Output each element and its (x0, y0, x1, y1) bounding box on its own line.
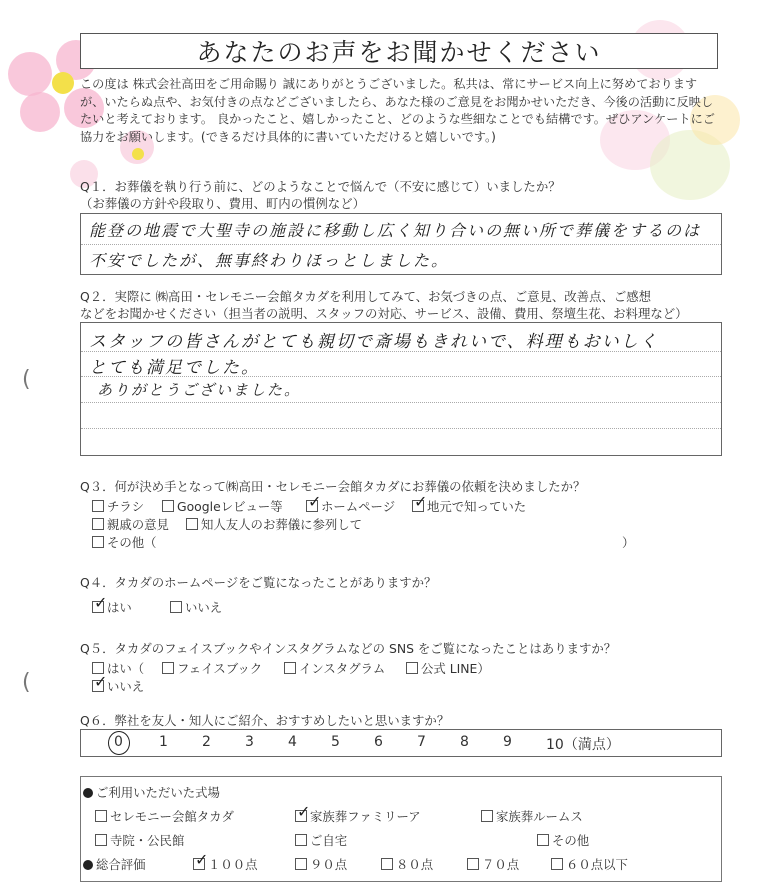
checkbox-checked[interactable] (306, 500, 318, 512)
q4-option-no[interactable]: いいえ (170, 598, 222, 616)
q4-option-yes[interactable]: ✓はい (92, 598, 132, 616)
checkbox[interactable] (295, 834, 307, 846)
q5-option-line[interactable]: 公式 LINE） (406, 659, 490, 677)
q5-option-no[interactable]: ✓いいえ (92, 677, 144, 695)
venue-option-ceremony-hall[interactable]: セレモニー会館タカダ (95, 807, 234, 825)
q3-question: Q３．何が決め手となって㈱高田・セレモニー会館タカダにお葬儀の依頼を決めましたか？ (80, 479, 586, 494)
scale-8[interactable]: 8 (460, 734, 469, 750)
q3-option-local[interactable]: ✓ 地元で知っていた (412, 497, 526, 515)
rating-heading: 総合評価 (83, 855, 146, 873)
q3-option-other[interactable]: その他（ (92, 533, 157, 551)
checkbox-checked[interactable] (92, 601, 104, 613)
checkbox[interactable] (481, 810, 493, 822)
q6-question: Q６．弊社を友人・知人にご紹介、おすすめしたいと思いますか？ (80, 713, 450, 728)
checkbox[interactable] (381, 858, 393, 870)
checkbox[interactable] (92, 500, 104, 512)
q5-question: Q５．タカダのフェイスブックやインスタグラムなどの SNS をご覧になったことはありますか？ (80, 641, 617, 656)
rating-option-90[interactable]: ９０点 (295, 855, 347, 873)
intro-text: この度は 株式会社高田をご用命賜り 誠にありがとうございました。私共は、常にサービス向上に努めておりますが、いたらぬ点や、お気付きの点などございましたら、あなた様のご意見をお聞かせいただき、今後の活動に反映したいと考えております。 良かったこと、嬉しかったこと、どのような些細なことでも結構です。ぜひアンケートにご協力をお願いします。(できるだけ具体的に書いていただけると嬉しいです。) (80, 77, 715, 144)
checkbox[interactable] (467, 858, 479, 870)
checkbox-checked[interactable] (92, 680, 104, 692)
scale-9[interactable]: 9 (503, 734, 512, 750)
q1-answer-box[interactable] (80, 213, 722, 275)
q5-option-facebook[interactable]: フェイスブック (162, 659, 262, 677)
checkbox-checked[interactable] (412, 500, 424, 512)
q2-subtext: などをお聞かせください（担当者の説明、スタッフの対応、サービス、設備、費用、祭壇生花、お料理など） (80, 306, 688, 321)
binder-hole-mark: ( (22, 367, 31, 392)
checkbox[interactable] (162, 662, 174, 674)
q4-question: Q４．タカダのホームページをご覧になったことがありますか？ (80, 575, 437, 590)
q5-option-instagram[interactable]: インスタグラム (284, 659, 385, 677)
rating-option-80[interactable]: ８０点 (381, 855, 433, 873)
checkbox-checked[interactable] (295, 810, 307, 822)
checkbox[interactable] (92, 518, 104, 530)
venue-heading: ご利用いただいた式場 (83, 783, 220, 801)
q2-answer-line-2: とても満足でした。 (89, 358, 260, 378)
rating-option-60-below[interactable]: ６０点以下 (551, 855, 628, 873)
checkbox[interactable] (162, 500, 174, 512)
scale-1[interactable]: 1 (159, 734, 168, 750)
q1-answer-line-2: 不安でしたが、無事終わりほっとしました。 (89, 251, 450, 270)
bullet-icon (83, 788, 93, 798)
q3-option-homepage[interactable]: ✓ ホームページ (306, 497, 395, 515)
venue-option-other[interactable]: その他 (537, 831, 589, 849)
q2-answer-line-3: ありがとうございました。 (97, 381, 302, 399)
venue-option-familia[interactable]: ✓ 家族葬ファミリーア (295, 807, 421, 825)
q1-answer-line-1: 能登の地震で大聖寺の施設に移動し広く知り合いの無い所で葬儀をするのは (89, 221, 702, 240)
scale-2[interactable]: 2 (202, 734, 211, 750)
checkbox[interactable] (537, 834, 549, 846)
q3-option-google[interactable]: Googleレビュー等 (162, 497, 283, 515)
q3-other-close: ） (622, 535, 635, 550)
scale-6[interactable]: 6 (374, 734, 383, 750)
scale-10[interactable]: 10（満点） (546, 737, 620, 753)
checkbox-checked[interactable] (193, 858, 205, 870)
scale-0[interactable]: 0 (114, 734, 123, 750)
checkbox[interactable] (92, 536, 104, 548)
venue-rating-box (80, 776, 722, 882)
q5-option-yes[interactable]: はい（ (92, 659, 144, 677)
venue-option-temple[interactable]: 寺院・公民館 (95, 831, 184, 849)
q2-answer-box[interactable] (80, 322, 722, 456)
venue-option-home[interactable]: ご自宅 (295, 831, 347, 849)
scale-5[interactable]: 5 (331, 734, 340, 750)
checkbox[interactable] (406, 662, 418, 674)
q3-option-attended-funeral[interactable]: 知人友人のお葬儀に参列して (186, 515, 362, 533)
rating-option-70[interactable]: ７０点 (467, 855, 519, 873)
checkbox[interactable] (186, 518, 198, 530)
q2-answer-line-1: スタッフの皆さんがとても親切で斎場もきれいで、料理もおいしく (89, 332, 659, 352)
scale-3[interactable]: 3 (245, 734, 254, 750)
checkbox[interactable] (95, 810, 107, 822)
scale-7[interactable]: 7 (417, 734, 426, 750)
q6-scale-box (80, 729, 722, 757)
checkbox[interactable] (295, 858, 307, 870)
checkbox[interactable] (170, 601, 182, 613)
q2-question: Q２．実際に ㈱高田・セレモニー会館タカダを利用してみて、お気づきの点、ご意見、改善点、ご感想 (80, 289, 652, 304)
checkbox[interactable] (551, 858, 563, 870)
q3-option-flyer[interactable]: チラシ (92, 497, 144, 515)
q1-question: Q１．お葬儀を執り行う前に、どのようなことで悩んで（不安に感じて）いましたか？ (80, 179, 561, 194)
checkbox[interactable] (284, 662, 296, 674)
scale-4[interactable]: 4 (288, 734, 297, 750)
checkbox[interactable] (95, 834, 107, 846)
bullet-icon (83, 860, 93, 870)
binder-hole-mark: ( (22, 670, 31, 695)
q3-option-relatives[interactable]: 親戚の意見 (92, 515, 169, 533)
rating-option-100[interactable]: ✓ １００点 (193, 855, 258, 873)
page-title: あなたのお声をお聞かせください (80, 33, 718, 69)
venue-option-rooms[interactable]: 家族葬ルームス (481, 807, 583, 825)
q1-subtext: （お葬儀の方針や段取り、費用、町内の慣例など） (80, 196, 365, 211)
